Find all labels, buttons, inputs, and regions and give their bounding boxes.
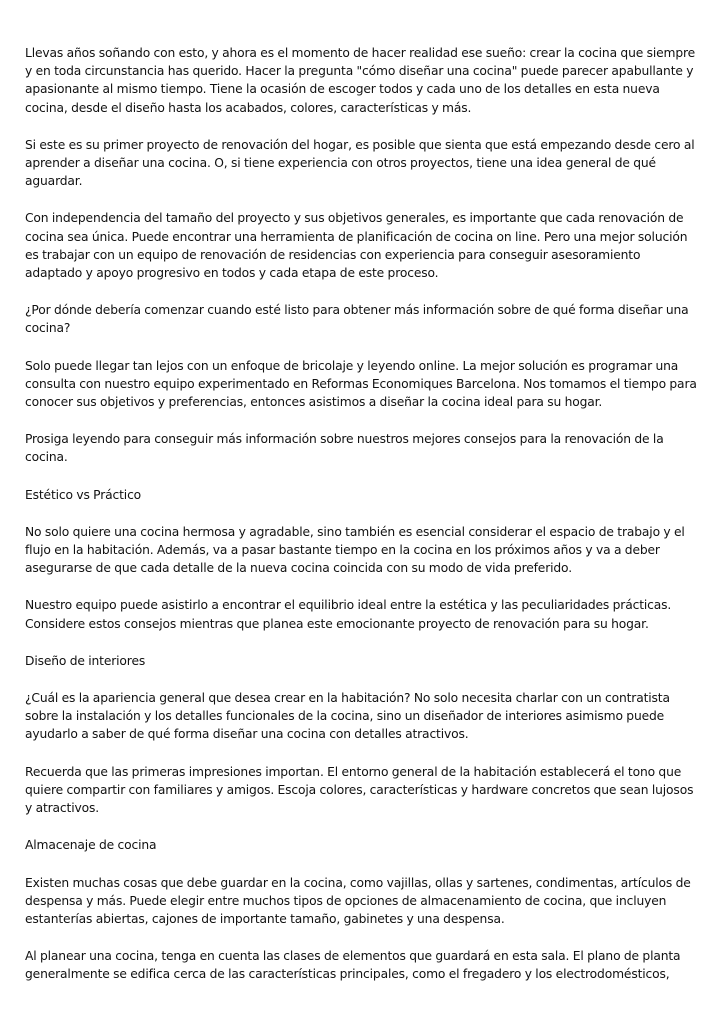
paragraph-general-look: ¿Cuál es la apariencia general que desea crear en la habitación? No solo necesita charlar con un contratista sobre la instalación y los detalles funcionales de la cocina, sino un diseñador de interiores asimismo puede ayudarlo a saber de qué forma diseñar una cocina con detalles atractivos. xyxy=(25,691,670,742)
paragraph-workspace-flow: No solo quiere una cocina hermosa y agradable, sino también es esencial considerar el espacio de trabajo y el flujo en la habitación. Además, va a pasar bastante tiempo en la cocina en los próximos años y va a deber asegurarse de que cada detalle de la nueva cocina coincida con su modo de vida preferido. xyxy=(25,524,685,576)
paragraph-balance: Nuestro equipo puede asistirlo a encontrar el equilibrio ideal entre la estética y las peculiaridades prácticas. Considere estos consejos mientras que planea este emocionante proyecto de renovación para su hogar. xyxy=(25,598,672,631)
paragraph-unique-renovation: Con independencia del tamaño del proyecto y sus objetivos generales, es importante que cada renovación de cocina sea única. Puede encontrar una herramienta de planificación de cocina on line. Pero una mejor solución es trabajar con un equipo de renovación de residencias con experiencia para conseguir asesoramiento adaptado y apoyo progresivo en todos y cada etapa de este proceso. xyxy=(25,211,688,281)
paragraph-storage-options: Existen muchas cosas que debe guardar en la cocina, como vajillas, ollas y sartenes, condimentas, artículos de despensa y más. Puede elegir entre muchos tipos de opciones de almacenamiento de cocina, que incluyen estanterías abiertas, cajones de importante tamaño, gabinetes y una despensa. xyxy=(25,875,691,926)
section-heading-aesthetic-vs-practical: Estético vs Práctico xyxy=(25,487,142,502)
section-heading-kitchen-storage: Almacenaje de cocina xyxy=(25,838,157,853)
paragraph-floor-plan: Al planear una cocina, tenga en cuenta las clases de elementos que guardará en esta sala. El plano de planta generalmente se edifica cerca de las características principales, como el fregadero y los electrodomésticos, xyxy=(25,949,681,982)
paragraph-first-impressions: Recuerda que las primeras impresiones importan. El entorno general de la habitación establecerá el tono que quiere compartir con familiares y amigos. Escoja colores, características y hardware concretos que sean lujosos y atractivos. xyxy=(25,764,694,816)
paragraph-consultation: Solo puede llegar tan lejos con un enfoque de bricolaje y leyendo online. La mejor solución es programar una consulta con nuestro equipo experimentado en Reformas Economiques Barcelona. Nos tomamos el tiempo para conocer sus objetivos y preferencias, entonces asistimos a diseñar la cocina ideal para su hogar. xyxy=(25,358,697,410)
paragraph-intro: Llevas años soñando con esto, y ahora es el momento de hacer realidad ese sueño: crear la cocina que siempre y en toda circunstancia has querido. Hacer la pregunta "cómo diseñar una cocina" puede parecer apabullante y apasionante al mismo tiempo. Tiene la ocasión de escoger todos y cada uno de los detalles en esta nueva cocina, desde el diseño hasta los acabados, colores, características y más. xyxy=(25,46,696,115)
section-heading-interior-design: Diseño de interiores xyxy=(25,653,146,668)
paragraph-first-project: Si este es su primer proyecto de renovación del hogar, es posible que sienta que está empezando desde cero al aprender a diseñar una cocina. O, si tiene experiencia con otros proyectos, tiene una idea general de qué aguardar. xyxy=(25,137,695,189)
document-page xyxy=(25,44,700,1003)
paragraph-where-to-start: ¿Por dónde debería comenzar cuando esté listo para obtener más información sobre de qué forma diseñar una cocina? xyxy=(25,303,689,336)
paragraph-keep-reading: Prosiga leyendo para conseguir más información sobre nuestros mejores consejos para la renovación de la cocina. xyxy=(25,432,664,465)
